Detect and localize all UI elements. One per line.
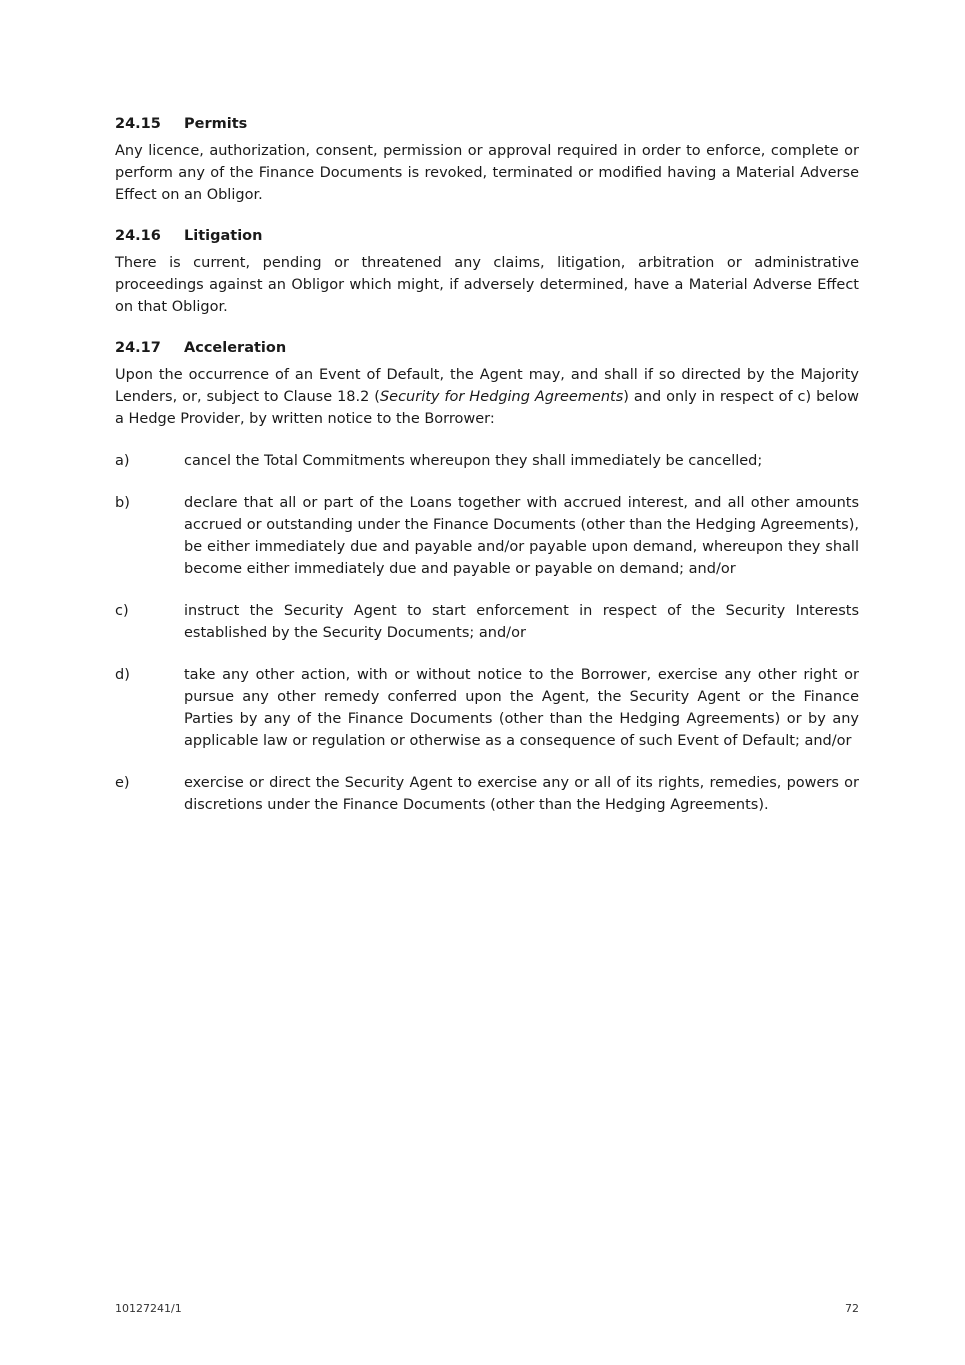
section-permits	[115, 113, 859, 206]
list-item-text: instruct the Security Agent to start enforcement in respect of the Security Interests established by the Security Documents; and/or	[184, 603, 859, 641]
section-title: Permits	[184, 116, 248, 132]
acceleration-list	[115, 450, 859, 816]
list-item-c	[115, 600, 859, 644]
list-item-a	[115, 450, 859, 472]
list-item-text: take any other action, with or without notice to the Borrower, exercise any other right or pursue any other remedy conferred upon the Agent, the Security Agent or the Finance Parties by any of the Finance Documents (other than the Hedging Agreements) or by any applicable law or regulation or otherwise as a consequence of such Event of Default; and/or	[184, 667, 859, 749]
section-title: Litigation	[184, 228, 263, 244]
list-item-b	[115, 492, 859, 580]
list-item-d	[115, 664, 859, 752]
section-litigation	[115, 225, 859, 318]
document-page	[115, 113, 859, 836]
list-item-text: cancel the Total Commitments whereupon they shall immediately be cancelled;	[184, 453, 763, 469]
section-heading	[115, 225, 859, 247]
section-body: There is current, pending or threatened any claims, litigation, arbitration or administrative proceedings against an Obligor which might, if adversely determined, have a Material Adverse Effect on that Obligor.	[115, 255, 859, 315]
section-number: 24.17	[115, 340, 161, 356]
document-reference: 10127241/1	[115, 1302, 182, 1315]
section-heading	[115, 113, 859, 135]
body-text-before: Upon the occurrence of an Event of Default, the Agent may, and shall if so directed by the Majority Lenders, or, subject to Clause 18.2 (	[115, 367, 859, 405]
page-footer	[115, 1302, 859, 1316]
page-number: 72	[845, 1302, 859, 1315]
section-body: Any licence, authorization, consent, permission or approval required in order to enforce, complete or perform any of the Finance Documents is revoked, terminated or modified having a Material Adverse Effect on an Obligor.	[115, 143, 859, 203]
section-heading	[115, 337, 859, 359]
list-marker: d)	[115, 667, 130, 683]
section-number: 24.16	[115, 228, 161, 244]
body-text-after: ) and only in respect of c) below a Hedge Provider, by written notice to the Borrower:	[115, 389, 859, 427]
section-title: Acceleration	[184, 340, 287, 356]
section-body	[115, 364, 859, 430]
list-marker: b)	[115, 495, 130, 511]
section-number: 24.15	[115, 116, 161, 132]
section-acceleration	[115, 337, 859, 816]
list-item-text: declare that all or part of the Loans together with accrued interest, and all other amounts accrued or outstanding under the Finance Documents (other than the Hedging Agreements), be either immediately due and payable and/or payable upon demand, whereupon they shall become either immediately due and payable or payable on demand; and/or	[184, 495, 859, 577]
list-item-e	[115, 772, 859, 816]
cross-reference-title: Security for Hedging Agreements	[379, 389, 624, 405]
list-marker: c)	[115, 603, 129, 619]
list-marker: e)	[115, 775, 130, 791]
list-item-text: exercise or direct the Security Agent to exercise any or all of its rights, remedies, powers or discretions under the Finance Documents (other than the Hedging Agreements).	[184, 775, 859, 813]
list-marker: a)	[115, 453, 130, 469]
